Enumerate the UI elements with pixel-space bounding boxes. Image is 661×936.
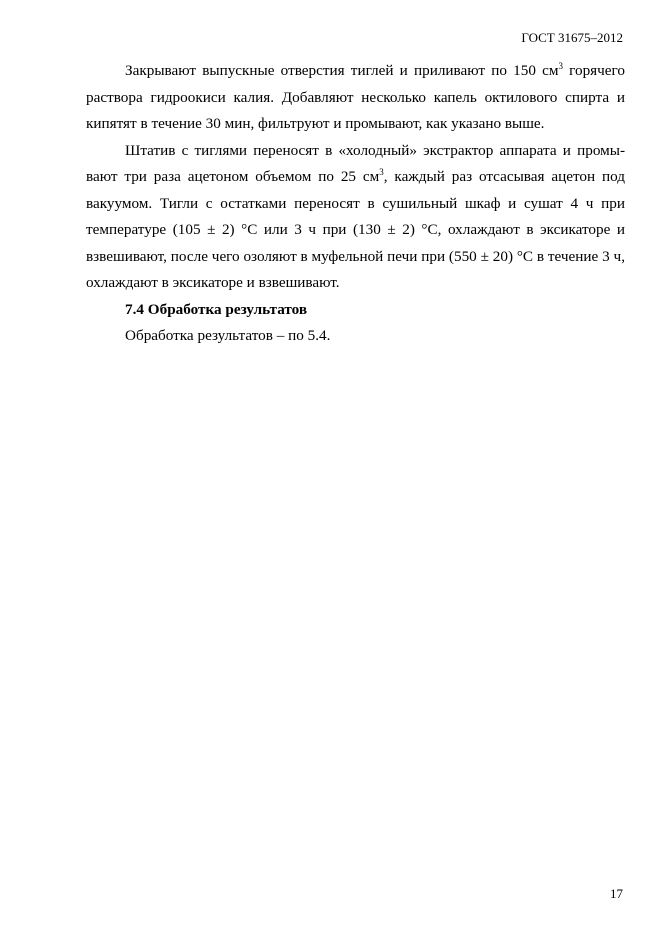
section-heading: 7.4 Обработка результатов (125, 300, 308, 318)
paragraph-2-text-continued: , каждый раз отсасывая ацетон под вакуумом. Тигли с остатками переносят в сушильный шкаф и сушат 4 ч при температуре (105 ± 2) °С или 3 ч при (130 ± 2) °С, охлаждают в эксикаторе и взвешивают, после чего озоляют в муфельной печи при (550 ± 20) °С в течение 3 ч, охлаждают в эксикаторе и взвешивают. (86, 168, 625, 291)
paragraph-1-text: Закрывают выпускные отверстия тиглей и приливают по 150 см (125, 62, 559, 79)
paragraph-1-text-continued: горячего раствора гидроокиси калия. Добавляют несколько капель октилового спирта и кипятят в течение 30 мин, фильтруют и промывают, как указано выше. (86, 62, 625, 132)
paragraph-1-superscript: 3 (558, 61, 563, 71)
page-body (86, 58, 625, 350)
page-number: 17 (610, 886, 623, 901)
section-paragraph: Обработка результатов – по 5.4. (125, 327, 331, 344)
paragraph-2-superscript: 3 (379, 167, 384, 177)
document-header: ГОСТ 31675–2012 (521, 30, 623, 45)
paragraph-2-text: Штатив с тиглями переносят в «холодный» экстрактор аппарата и промывают три раза ацетоном объемом по 25 см (86, 141, 625, 185)
paragraph-2 (86, 138, 625, 297)
paragraph-1 (86, 58, 625, 138)
